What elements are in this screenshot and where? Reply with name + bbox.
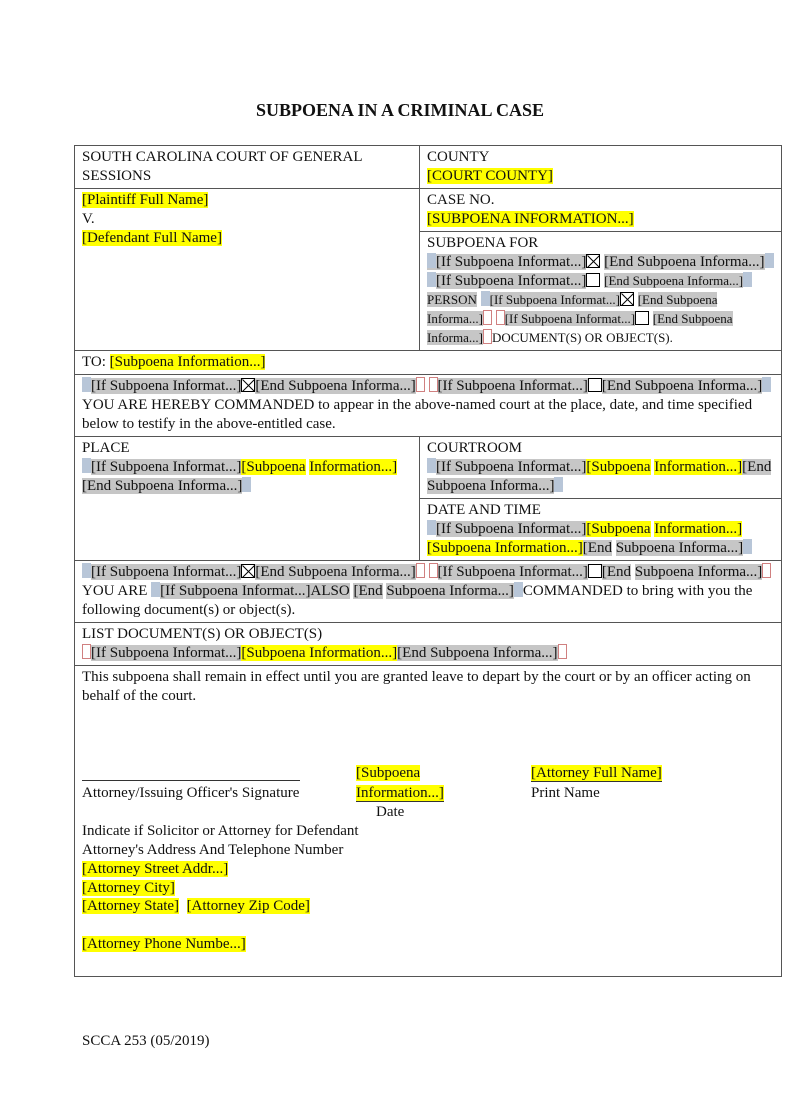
- courtroom-field[interactable]: [Subpoena: [586, 459, 651, 475]
- field-marker-icon: [427, 253, 436, 268]
- end-field[interactable]: Subpoena Informa...]: [634, 564, 763, 580]
- end-field[interactable]: [End Subpoena Informa...]: [601, 378, 763, 394]
- if-field[interactable]: [If Subpoena Informat...]: [160, 583, 311, 599]
- courtroom-cell: [420, 437, 781, 499]
- list-field[interactable]: [Subpoena Information...]: [241, 645, 398, 661]
- person-checkbox-unchecked[interactable]: [586, 273, 600, 287]
- date-value[interactable]: [Subpoena: [356, 765, 421, 781]
- field-marker-icon: [82, 377, 91, 392]
- field-marker-icon: [743, 272, 752, 287]
- if-field[interactable]: [If Subpoena Informat...]: [436, 273, 587, 289]
- parties-row: [75, 188, 781, 350]
- field-marker-icon: [151, 582, 160, 597]
- phone-field[interactable]: [Attorney Phone Numbe...]: [82, 936, 246, 952]
- field-marker-icon: [416, 377, 425, 392]
- county-label: COUNTY: [427, 149, 490, 165]
- testify-checkbox-unchecked[interactable]: [588, 378, 602, 392]
- time-field[interactable]: [Subpoena Information...]: [427, 540, 583, 556]
- field-marker-icon: [82, 458, 91, 473]
- testify-checkbox-checked[interactable]: [241, 378, 255, 392]
- to-row: [75, 350, 781, 374]
- docs-option-label: DOCUMENT(S) OR OBJECT(S).: [491, 330, 673, 345]
- if-field[interactable]: [If Subpoena Informat...]: [91, 645, 242, 661]
- command-row: [75, 374, 781, 436]
- bring-checkbox-checked[interactable]: [241, 564, 255, 578]
- subpoena-form: [74, 145, 782, 977]
- address-label: Attorney's Address And Telephone Number: [82, 842, 344, 858]
- field-marker-icon: [743, 539, 752, 554]
- if-field[interactable]: [If Subpoena Informat...]: [437, 378, 588, 394]
- person-option-label: PERSON: [427, 292, 477, 307]
- field-marker-icon: [82, 644, 91, 659]
- date-label: Date: [376, 804, 405, 820]
- case-no-label: CASE NO.: [427, 192, 495, 208]
- if-field[interactable]: [If Subpoena Informat...]: [436, 254, 587, 270]
- end-field[interactable]: [End: [582, 540, 612, 556]
- courtroom-label: COURTROOM: [427, 440, 522, 456]
- print-name-label: Print Name: [531, 785, 600, 801]
- if-field[interactable]: [If Subpoena Informat...]: [91, 459, 242, 475]
- end-field[interactable]: [End Subpoena Informa...]: [427, 311, 733, 345]
- end-field[interactable]: [End: [601, 564, 632, 580]
- bring-checkbox-unchecked[interactable]: [588, 564, 602, 578]
- street-field[interactable]: [Attorney Street Addr...]: [82, 861, 229, 877]
- if-field[interactable]: [If Subpoena Informat...]: [436, 521, 587, 537]
- to-label: TO:: [82, 354, 106, 370]
- attorney-name-field[interactable]: [Attorney Full Name]: [531, 765, 662, 781]
- end-field[interactable]: [End Subpoena Informa...]: [255, 564, 416, 580]
- field-marker-icon: [427, 458, 436, 473]
- docs-checkbox-unchecked[interactable]: [635, 311, 649, 325]
- field-marker-icon: [762, 563, 771, 578]
- date-time-cell: [420, 499, 781, 560]
- end-field[interactable]: Subpoena Informa...]: [615, 540, 744, 556]
- field-marker-icon: [82, 563, 91, 578]
- end-field[interactable]: [End Subpoena Informa...]: [255, 378, 416, 394]
- place-label: PLACE: [82, 440, 130, 456]
- field-marker-icon: [429, 563, 438, 578]
- effect-text: This subpoena shall remain in effect until you are granted leave to depart by the court or by an officer acting on behalf of the court.: [82, 669, 751, 704]
- field-marker-icon: [558, 644, 567, 659]
- case-column: [420, 189, 781, 350]
- if-field[interactable]: [If Subpoena Informat...]: [91, 564, 242, 580]
- docs-checkbox-checked[interactable]: [620, 292, 634, 306]
- defendant-field[interactable]: [Defendant Full Name]: [82, 230, 222, 246]
- courtroom-field[interactable]: Information...]: [654, 459, 743, 475]
- date-value[interactable]: Information...]: [356, 785, 444, 801]
- form-code: SCCA 253 (05/2019): [82, 1033, 210, 1049]
- county-cell: [420, 146, 781, 188]
- case-no-field[interactable]: [SUBPOENA INFORMATION...]: [427, 211, 634, 227]
- place-field[interactable]: Information...]: [309, 459, 398, 475]
- state-field[interactable]: [Attorney State]: [82, 898, 180, 914]
- end-field[interactable]: [End Subpoena Informa...]: [604, 254, 765, 270]
- to-field[interactable]: [Subpoena Information...]: [109, 354, 266, 370]
- parties-cell: [75, 189, 420, 350]
- also-text: YOU ARE: [82, 583, 148, 599]
- county-field[interactable]: [COURT COUNTY]: [427, 168, 553, 184]
- zip-field[interactable]: [Attorney Zip Code]: [186, 898, 310, 914]
- field-marker-icon: [483, 310, 492, 325]
- field-marker-icon: [765, 253, 774, 268]
- indicate-text: Indicate if Solicitor or Attorney for Defendant: [82, 823, 359, 839]
- end-field[interactable]: [End Subpoena Informa...]: [427, 292, 718, 326]
- if-field[interactable]: [If Subpoena Informat...]: [489, 292, 620, 307]
- versus-text: V.: [82, 211, 95, 227]
- also-word: ALSO: [310, 583, 350, 599]
- if-field[interactable]: [If Subpoena Informat...]: [504, 311, 636, 326]
- field-marker-icon: [242, 477, 251, 492]
- signature-row: [75, 665, 781, 906]
- field-marker-icon: [481, 291, 490, 306]
- place-field[interactable]: [Subpoena: [241, 459, 306, 475]
- field-marker-icon: [429, 377, 438, 392]
- case-no-cell: [420, 189, 781, 232]
- address-continued: [75, 898, 781, 976]
- end-field[interactable]: [End Subpoena Informa...]: [427, 459, 772, 494]
- court-cell: [75, 146, 420, 188]
- end-field[interactable]: Subpoena Informa...]: [386, 583, 514, 599]
- if-field[interactable]: [If Subpoena Informat...]: [437, 564, 588, 580]
- signature-label: Attorney/Issuing Officer's Signature: [82, 785, 300, 801]
- date-field[interactable]: [Subpoena: [586, 521, 651, 537]
- field-marker-icon: [427, 520, 436, 535]
- signature-line[interactable]: [82, 780, 300, 781]
- field-marker-icon: [514, 582, 523, 597]
- city-field[interactable]: [Attorney City]: [82, 880, 175, 896]
- also-row: [75, 560, 781, 622]
- place-cell: [75, 437, 420, 560]
- date-time-label: DATE AND TIME: [427, 502, 541, 518]
- list-row: [75, 622, 781, 665]
- end-field[interactable]: [End Subpoena Informa...]: [397, 645, 558, 661]
- form-title: SUBPOENA IN A CRIMINAL CASE: [255, 100, 545, 120]
- end-field[interactable]: [End Subpoena Informa...]: [82, 478, 243, 494]
- court-name: SOUTH CAROLINA COURT OF GENERAL SESSIONS: [82, 149, 362, 184]
- person-checkbox-checked[interactable]: [586, 254, 600, 268]
- list-label: LIST DOCUMENT(S) OR OBJECT(S): [82, 626, 323, 642]
- court-row: [75, 146, 781, 188]
- field-marker-icon: [762, 377, 771, 392]
- subpoena-for-label: SUBPOENA FOR: [427, 235, 539, 251]
- subpoena-for-cell: [420, 232, 781, 350]
- field-marker-icon: [416, 563, 425, 578]
- date-field[interactable]: Information...]: [654, 521, 743, 537]
- end-field[interactable]: [End Subpoena Informa...]: [604, 273, 744, 288]
- courtroom-column: [420, 437, 781, 560]
- field-marker-icon: [496, 310, 505, 325]
- field-marker-icon: [427, 272, 436, 287]
- if-field[interactable]: [If Subpoena Informat...]: [91, 378, 242, 394]
- place-row: [75, 436, 781, 560]
- plaintiff-field[interactable]: [Plaintiff Full Name]: [82, 192, 209, 208]
- field-marker-icon: [483, 329, 492, 344]
- if-field[interactable]: [If Subpoena Informat...]: [436, 459, 587, 475]
- end-field[interactable]: [End: [353, 583, 383, 599]
- command-text: YOU ARE HEREBY COMMANDED to appear in the above-named court at the place, date, and time specified below to testify in the above-entitled case.: [82, 397, 753, 432]
- field-marker-icon: [554, 477, 563, 492]
- also-commanded-text: COMMANDED to bring with you the following document(s) or object(s).: [82, 583, 753, 618]
